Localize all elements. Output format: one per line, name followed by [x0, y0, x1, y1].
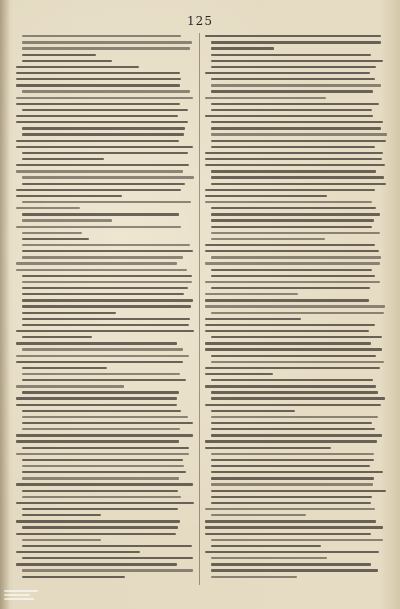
ink-stroke [22, 109, 188, 111]
ink-stroke [16, 140, 179, 142]
ink-stroke [211, 465, 370, 467]
ink-stroke [205, 189, 375, 191]
ink-stroke [16, 195, 122, 197]
ink-stroke [211, 496, 372, 498]
ink-stroke [16, 189, 181, 191]
ink-stroke [16, 440, 179, 442]
ink-stroke [16, 84, 180, 86]
ink-stroke [205, 262, 380, 264]
ink-stroke [22, 219, 112, 221]
ink-stroke [22, 90, 190, 92]
ink-stroke [22, 416, 188, 418]
ink-stroke [211, 183, 386, 185]
ink-stroke [205, 72, 370, 74]
ink-stroke [211, 483, 373, 485]
ink-stroke [22, 477, 179, 479]
ink-stroke [22, 514, 101, 516]
ink-stroke [22, 428, 180, 430]
ink-stroke [22, 47, 190, 49]
ink-stroke [22, 213, 179, 215]
ink-stroke [22, 201, 191, 203]
ink-stroke [22, 539, 101, 541]
ink-stroke [22, 447, 189, 449]
ink-stroke [22, 348, 183, 350]
ink-stroke [211, 207, 376, 209]
ink-stroke [211, 170, 376, 172]
ink-stroke [205, 152, 383, 154]
ink-stroke [205, 342, 371, 344]
ink-stroke [211, 545, 321, 547]
ink-stroke [22, 459, 183, 461]
ink-stroke [16, 115, 178, 117]
ink-stroke [205, 164, 385, 166]
ink-stroke [22, 465, 184, 467]
ink-stroke [211, 410, 295, 412]
ink-stroke [22, 244, 190, 246]
ink-stroke [211, 140, 386, 142]
ink-stroke [22, 410, 181, 412]
ink-stroke [22, 324, 189, 326]
ink-stroke [22, 336, 92, 338]
ink-stroke [16, 483, 193, 485]
ink-stroke [16, 453, 189, 455]
library-stamp [4, 588, 44, 604]
ink-stroke [22, 287, 188, 289]
ink-stroke [205, 158, 382, 160]
ink-stroke [16, 434, 193, 436]
ink-stroke [211, 391, 378, 393]
ink-stroke [22, 232, 82, 234]
ink-stroke [16, 72, 180, 74]
ink-stroke [211, 47, 274, 49]
ink-stroke [16, 121, 188, 123]
ink-stroke [211, 453, 374, 455]
ink-stroke [205, 195, 327, 197]
ink-stroke [16, 146, 193, 148]
ink-stroke [211, 84, 381, 86]
ink-stroke [22, 367, 107, 369]
ink-stroke [22, 318, 190, 320]
ink-stroke [205, 201, 372, 203]
ink-stroke [211, 121, 383, 123]
ink-stroke [205, 97, 326, 99]
ink-stroke [205, 367, 380, 369]
ink-stroke [22, 379, 186, 381]
ink-stroke [211, 66, 376, 68]
ink-stroke [211, 514, 306, 516]
ink-stroke [211, 539, 383, 541]
ink-stroke [211, 422, 372, 424]
ink-stroke [22, 60, 112, 62]
ink-stroke [211, 226, 372, 228]
page-number: 125 [187, 14, 213, 28]
ink-stroke [205, 324, 375, 326]
ink-stroke [211, 54, 371, 56]
ink-stroke [211, 471, 383, 473]
ink-stroke [211, 269, 372, 271]
ink-stroke [211, 397, 385, 399]
ink-stroke [22, 508, 178, 510]
ink-stroke [205, 385, 376, 387]
ink-stroke [211, 557, 327, 559]
ink-stroke [22, 471, 186, 473]
ink-stroke [16, 269, 187, 271]
ink-stroke [211, 256, 381, 258]
ink-stroke [22, 176, 194, 178]
ink-stroke [16, 207, 80, 209]
ink-stroke [211, 238, 325, 240]
ink-stroke [211, 336, 382, 338]
ink-stroke [211, 287, 370, 289]
ink-stroke [205, 244, 375, 246]
ink-stroke [16, 170, 183, 172]
ink-stroke [205, 35, 381, 37]
ink-stroke [16, 502, 194, 504]
entry-line [22, 573, 194, 579]
ink-stroke [22, 238, 89, 240]
ink-stroke [211, 379, 373, 381]
ink-stroke [211, 60, 383, 62]
ink-stroke [211, 133, 387, 135]
ink-stroke [211, 312, 384, 314]
ink-stroke [211, 146, 375, 148]
ink-stroke [22, 250, 193, 252]
ink-stroke [205, 551, 379, 553]
ink-stroke [205, 299, 369, 301]
ink-stroke [211, 176, 384, 178]
ink-stroke [22, 256, 183, 258]
ink-stroke [211, 232, 380, 234]
ink-stroke [22, 312, 116, 314]
column-divider [199, 33, 200, 585]
ink-stroke [22, 54, 96, 56]
ink-stroke [211, 213, 380, 215]
ink-stroke [205, 447, 331, 449]
ink-stroke [205, 115, 373, 117]
ink-stroke [211, 78, 375, 80]
ink-stroke [16, 563, 177, 565]
ink-stroke [205, 508, 375, 510]
ink-stroke [16, 385, 124, 387]
ink-stroke [205, 520, 376, 522]
ink-stroke [16, 355, 189, 357]
ink-stroke [16, 78, 181, 80]
ink-stroke [22, 391, 179, 393]
ink-stroke [205, 250, 379, 252]
ink-stroke [16, 103, 180, 105]
ink-stroke [211, 355, 376, 357]
ink-stroke [205, 440, 377, 442]
ink-stroke [211, 361, 384, 363]
ink-stroke [211, 275, 375, 277]
ink-stroke [22, 496, 181, 498]
ink-stroke [211, 109, 372, 111]
ink-stroke [22, 569, 193, 571]
ink-stroke [205, 318, 301, 320]
ink-stroke [211, 127, 381, 129]
ink-stroke [16, 342, 177, 344]
ink-stroke [16, 361, 183, 363]
ink-stroke [211, 502, 371, 504]
ink-stroke [211, 477, 374, 479]
ink-stroke [16, 397, 177, 399]
ink-stroke [211, 219, 374, 221]
ink-stroke [16, 262, 177, 264]
binding-shadow [0, 0, 10, 609]
ink-stroke [16, 66, 139, 68]
ink-stroke [16, 330, 194, 332]
ink-stroke [205, 330, 369, 332]
ink-stroke [205, 533, 371, 535]
ink-stroke [211, 576, 297, 578]
ink-stroke [205, 348, 382, 350]
ink-stroke [22, 275, 192, 277]
ink-stroke [211, 490, 386, 492]
ink-stroke [205, 373, 273, 375]
ink-stroke [205, 404, 381, 406]
ink-stroke [22, 545, 192, 547]
ink-stroke [22, 526, 178, 528]
ink-stroke [211, 434, 382, 436]
ink-stroke [22, 305, 191, 307]
ink-stroke [211, 41, 381, 43]
ink-stroke [22, 576, 125, 578]
ink-stroke [211, 563, 371, 565]
ink-stroke [16, 404, 177, 406]
ink-stroke [22, 133, 184, 135]
right-column [205, 33, 387, 585]
ink-stroke [22, 152, 188, 154]
ink-stroke [205, 305, 385, 307]
ink-stroke [22, 422, 193, 424]
ink-stroke [16, 164, 189, 166]
ink-stroke [211, 416, 378, 418]
ink-stroke [22, 158, 104, 160]
ink-stroke [16, 226, 181, 228]
ink-stroke [22, 557, 193, 559]
entry-line [211, 573, 387, 579]
ink-stroke [16, 97, 193, 99]
ink-stroke [205, 293, 298, 295]
left-column [16, 33, 194, 585]
ink-stroke [211, 428, 375, 430]
ink-stroke [22, 41, 192, 43]
ink-stroke [16, 520, 180, 522]
ink-stroke [22, 299, 193, 301]
ink-stroke [22, 490, 178, 492]
ink-stroke [22, 183, 185, 185]
ink-stroke [22, 35, 181, 37]
ink-stroke [211, 569, 378, 571]
ink-stroke [22, 127, 185, 129]
ink-stroke [22, 293, 184, 295]
ink-stroke [16, 551, 140, 553]
ink-stroke [16, 533, 176, 535]
ink-stroke [211, 459, 374, 461]
ink-stroke [205, 281, 380, 283]
ink-stroke [211, 90, 373, 92]
ink-stroke [22, 373, 180, 375]
ink-stroke [211, 103, 379, 105]
ink-stroke [22, 281, 192, 283]
ink-stroke [205, 526, 383, 528]
